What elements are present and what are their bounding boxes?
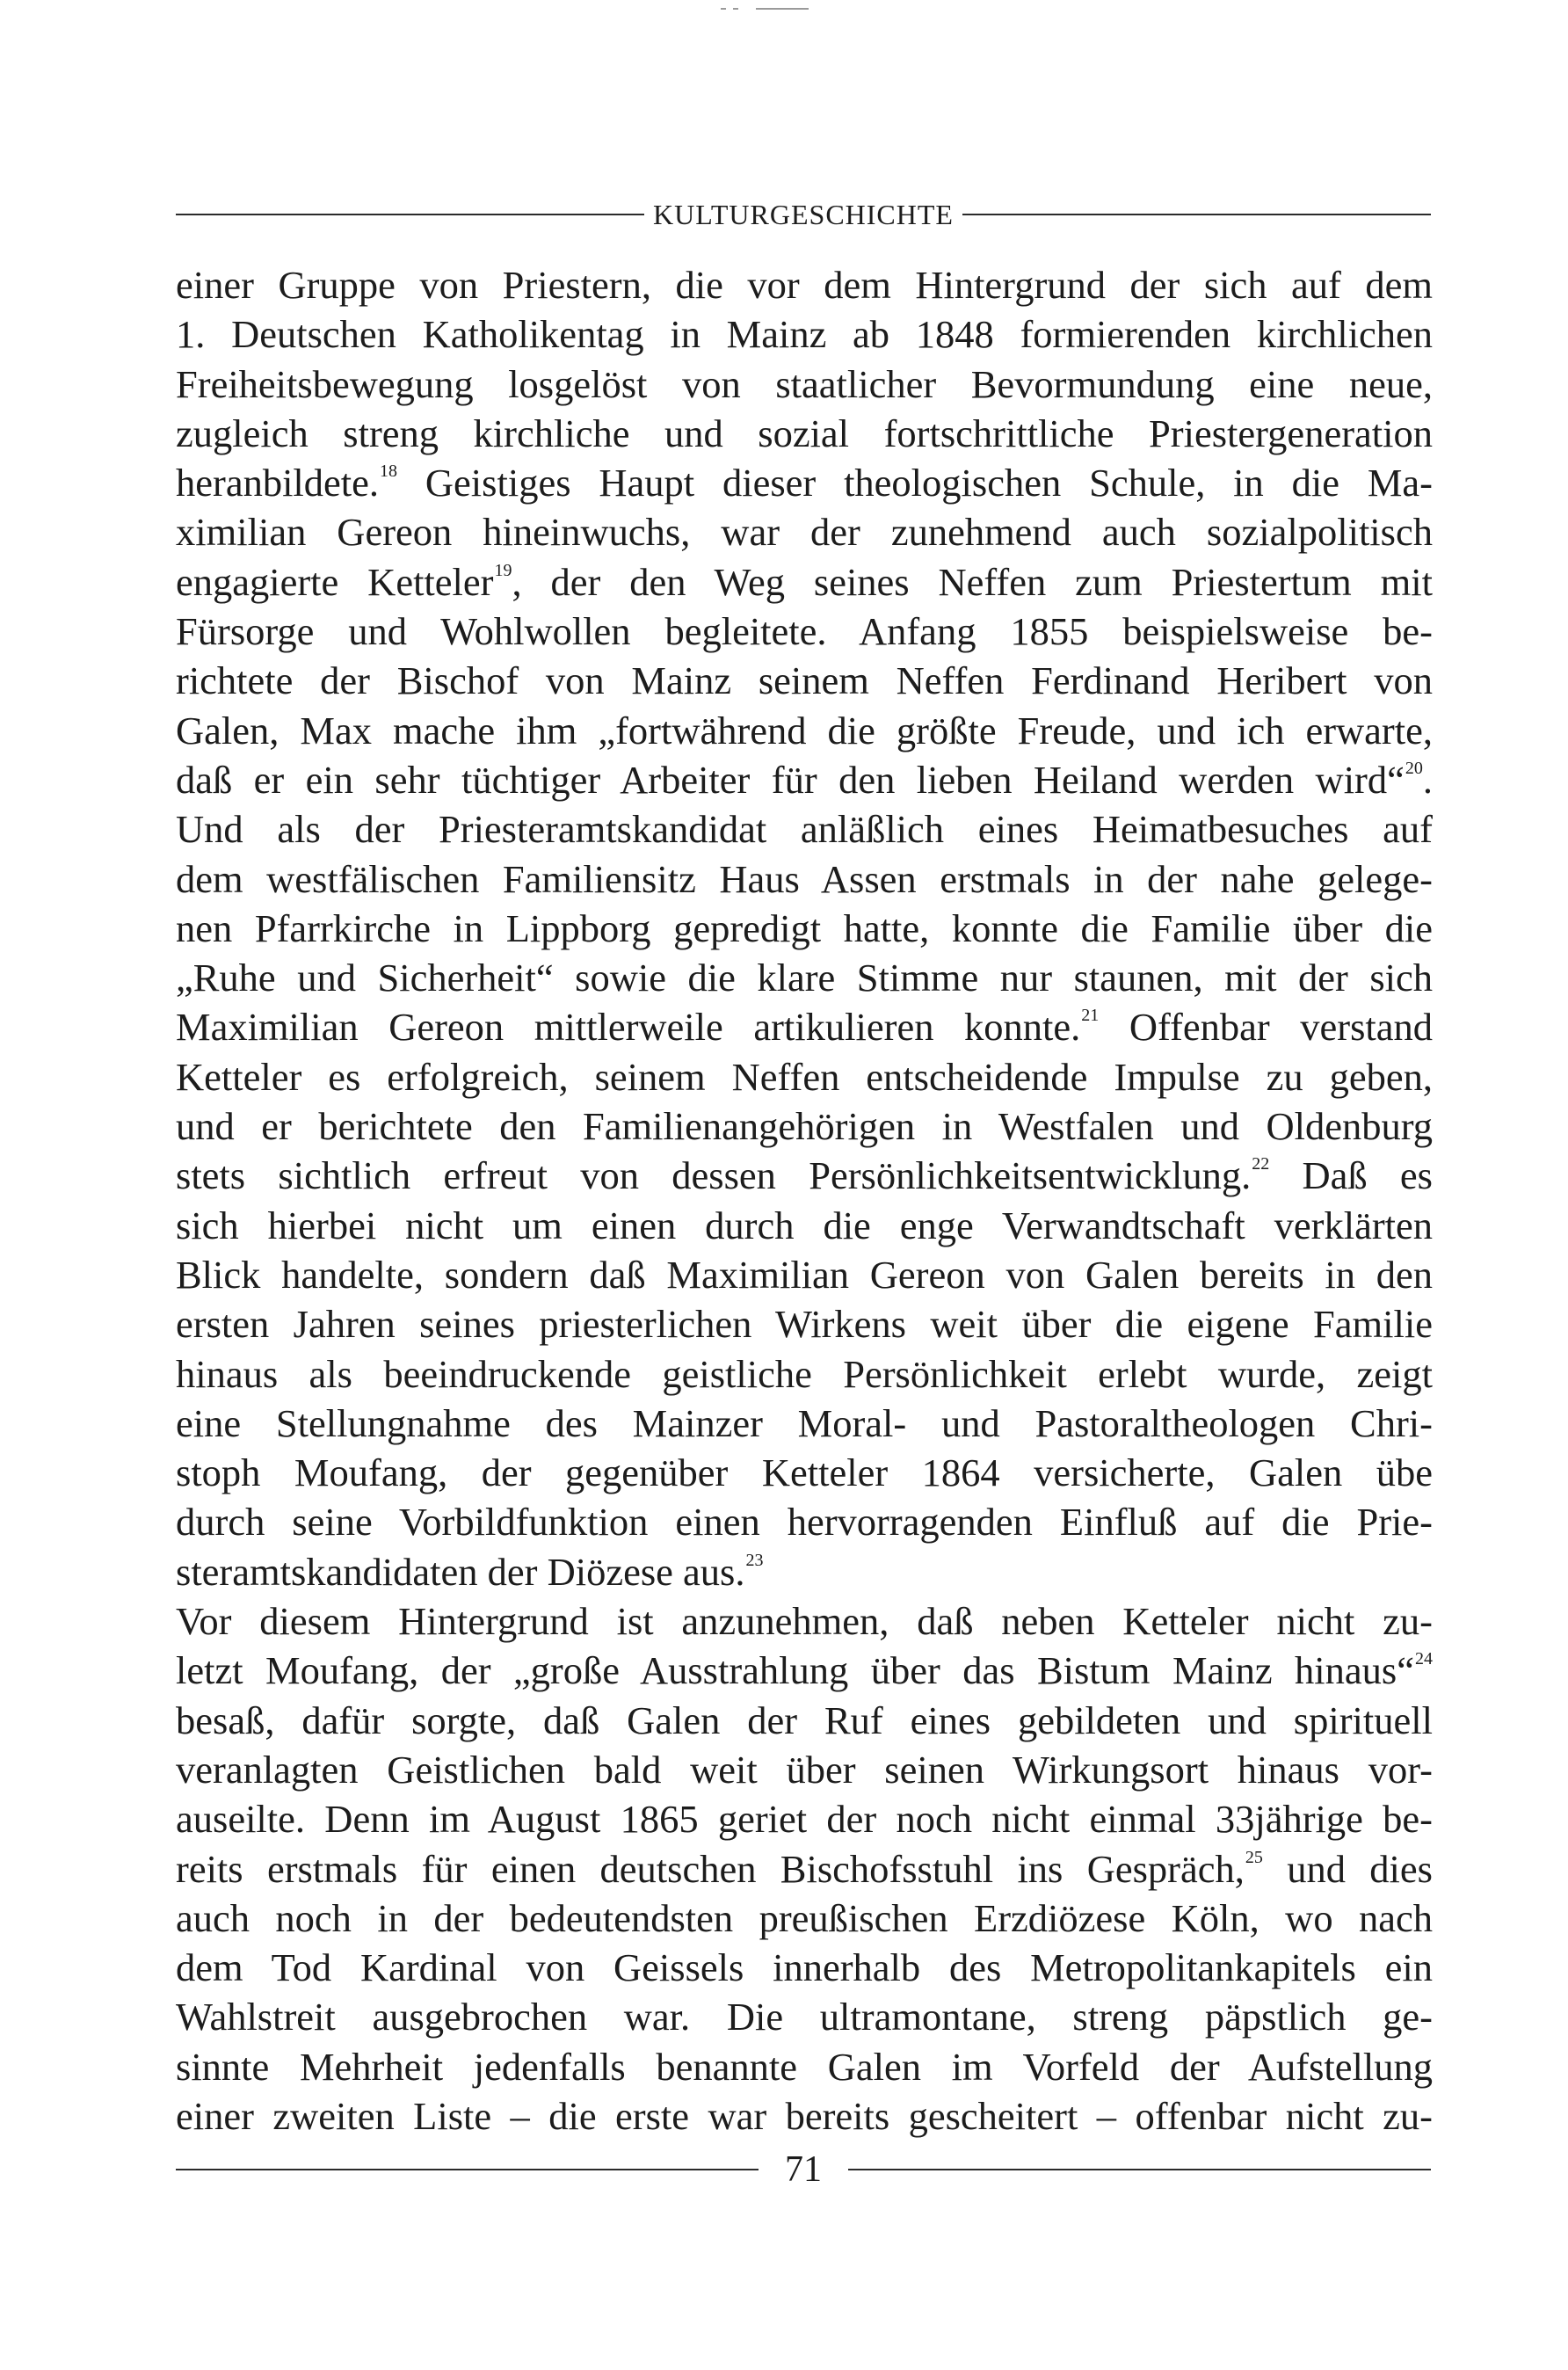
text-line [176, 458, 1433, 507]
footnote-marker: 25 [1245, 1847, 1263, 1867]
text-segment: durch seine Vorbildfunktion einen hervorragenden Einfluß auf die Prie- [176, 1500, 1433, 1545]
text-line [176, 1151, 1433, 1200]
text-segment: 1. Deutschen Katholikentag in Mainz ab 1848 formierenden kirchlichen [176, 312, 1433, 357]
footnote-marker: 20 [1405, 758, 1423, 778]
text-line [176, 1299, 1433, 1349]
text-line [176, 706, 1433, 755]
text-line [176, 1250, 1433, 1299]
text-segment: Wahlstreit ausgebrochen war. Die ultramontane, streng päpstlich ge- [176, 1995, 1433, 2039]
text-segment: dem westfälischen Familiensitz Haus Assen erstmals in der nahe gelege- [176, 856, 1433, 901]
page-footer [176, 2143, 1431, 2196]
text-segment: Geistiges Haupt dieser theologischen Schule, in die Ma- [397, 461, 1433, 505]
footnote-marker: 18 [380, 462, 398, 482]
text-line [176, 1002, 1433, 1051]
text-line [176, 656, 1433, 705]
text-line [176, 360, 1433, 409]
text-segment: heranbildete. [176, 461, 380, 505]
text-segment: dem Tod Kardinal von Geissels innerhalb des Metropolitankapitels ein [176, 1945, 1433, 1990]
text-segment: eine Stellungnahme des Mainzer Moral- und Pastoraltheologen Chri- [176, 1400, 1433, 1445]
text-segment: und dies [1262, 1846, 1433, 1891]
text-line [176, 507, 1433, 556]
text-segment: zugleich streng kirchliche und sozial fortschrittliche Priestergeneration [176, 411, 1433, 455]
text-segment: Und als der Priesteramtskandidat anläßlich eines Heimatbesuches auf [176, 807, 1433, 852]
text-line [176, 755, 1433, 804]
text-segment: stets sichtlich erfreut von dessen Persönlichkeitsentwicklung. [176, 1153, 1252, 1198]
text-segment: reits erstmals für einen deutschen Bischofsstuhl ins Gespräch, [176, 1846, 1245, 1891]
text-line [176, 804, 1433, 854]
running-title: KULTURGESCHICHTE [653, 198, 954, 230]
text-line [176, 557, 1433, 607]
text-line [176, 2042, 1433, 2091]
text-segment: engagierte Ketteler [176, 559, 494, 604]
text-line [176, 1547, 1433, 1596]
text-segment: auch noch in der bedeutendsten preußischen Erzdiözese Köln, wo nach [176, 1895, 1433, 1940]
text-segment: daß er ein sehr tüchtiger Arbeiter für den lieben Heiland werden wird“ [176, 757, 1405, 802]
text-segment: Daß es [1269, 1153, 1433, 1198]
text-line [176, 904, 1433, 953]
text-segment: . [1422, 757, 1433, 802]
text-segment: letzt Moufang, der „große Ausstrahlung über das Bistum Mainz hinaus“ [176, 1648, 1414, 1693]
footnote-marker: 19 [494, 560, 512, 580]
text-line [176, 2091, 1433, 2141]
text-line [176, 1448, 1433, 1497]
header-rule-right [962, 214, 1431, 215]
footnote-marker: 21 [1081, 1006, 1100, 1026]
text-segment: einer Gruppe von Priestern, die vor dem Hintergrund der sich auf dem [176, 263, 1433, 307]
text-segment: Freiheitsbewegung losgelöst von staatlicher Bevormundung eine neue, [176, 361, 1433, 406]
text-segment: veranlagten Geistlichen bald weit über seinen Wirkungsort hinaus vor- [176, 1747, 1433, 1792]
footnote-marker: 22 [1252, 1154, 1270, 1174]
text-segment: Maximilian Gereon mittlerweile artikulieren konnte. [176, 1005, 1081, 1050]
text-segment: hinaus als beeindruckende geistliche Persönlichkeit erlebt wurde, zeigt [176, 1351, 1433, 1396]
text-segment: , der den Weg seines Neffen zum Priestertum mit [512, 559, 1434, 604]
text-segment: Blick handelte, sondern daß Maximilian Gereon von Galen bereits in den [176, 1252, 1433, 1297]
body-text [176, 260, 1433, 2141]
text-segment: einer zweiten Liste – die erste war bereits gescheitert – offenbar nicht zu- [176, 2093, 1433, 2138]
text-line [176, 260, 1433, 309]
text-segment: Offenbar verstand [1099, 1005, 1433, 1050]
text-line [176, 309, 1433, 359]
scan-artifact [721, 5, 817, 12]
text-segment: sinnte Mehrheit jedenfalls benannte Galen im Vorfeld der Aufstellung [176, 2044, 1433, 2089]
text-line [176, 1349, 1433, 1399]
text-segment: Galen, Max mache ihm „fortwährend die größte Freude, und ich erwarte, [176, 708, 1433, 752]
text-line [176, 1646, 1433, 1695]
footnote-marker: 24 [1415, 1649, 1433, 1669]
text-segment: stoph Moufang, der gegenüber Ketteler 1864 versicherte, Galen übe [176, 1450, 1433, 1495]
text-line [176, 409, 1433, 458]
text-segment: Fürsorge und Wohlwollen begleitete. Anfang 1855 beispielsweise be- [176, 609, 1433, 654]
text-line [176, 1745, 1433, 1794]
text-line [176, 1894, 1433, 1943]
text-line [176, 1992, 1433, 2041]
text-segment: nen Pfarrkirche in Lippborg gepredigt hatte, konnte die Familie über die [176, 905, 1433, 950]
text-segment: Vor diesem Hintergrund ist anzunehmen, daß neben Ketteler nicht zu- [176, 1599, 1433, 1644]
text-line [176, 1201, 1433, 1250]
text-line [176, 1596, 1433, 1646]
text-segment: steramtskandidaten der Diözese aus. [176, 1549, 745, 1594]
page-number: 71 [785, 2149, 822, 2190]
footer-rule-right [848, 2169, 1431, 2170]
text-segment: richtete der Bischof von Mainz seinem Neffen Ferdinand Heribert von [176, 658, 1433, 703]
text-segment: besaß, dafür sorgte, daß Galen der Ruf eines gebildeten und spirituell [176, 1698, 1433, 1742]
text-line [176, 1497, 1433, 1546]
text-segment: auseilte. Denn im August 1865 geriet der noch nicht einmal 33jährige be- [176, 1797, 1433, 1842]
text-line [176, 1101, 1433, 1151]
text-line [176, 953, 1433, 1002]
footer-rule-left [176, 2169, 759, 2170]
text-line [176, 854, 1433, 904]
text-segment: und er berichtete den Familienangehörigen in Westfalen und Oldenburg [176, 1104, 1433, 1149]
text-line [176, 1844, 1433, 1894]
text-segment: Ketteler es erfolgreich, seinem Neffen entscheidende Impulse zu geben, [176, 1054, 1433, 1099]
text-line [176, 1794, 1433, 1843]
text-line [176, 1052, 1433, 1101]
text-line [176, 1696, 1433, 1745]
text-line [176, 1943, 1433, 1992]
text-segment: ximilian Gereon hineinwuchs, war der zunehmend auch sozialpolitisch [176, 510, 1433, 555]
header-rule-left [176, 214, 644, 215]
text-segment: ersten Jahren seines priesterlichen Wirkens weit über die eigene Familie [176, 1302, 1433, 1347]
text-segment: sich hierbei nicht um einen durch die enge Verwandtschaft verklärten [176, 1203, 1433, 1247]
footnote-marker: 23 [745, 1550, 764, 1570]
text-line [176, 607, 1433, 656]
running-header [176, 190, 1431, 239]
text-segment: „Ruhe und Sicherheit“ sowie die klare Stimme nur staunen, mit der sich [176, 956, 1433, 1000]
text-line [176, 1399, 1433, 1448]
